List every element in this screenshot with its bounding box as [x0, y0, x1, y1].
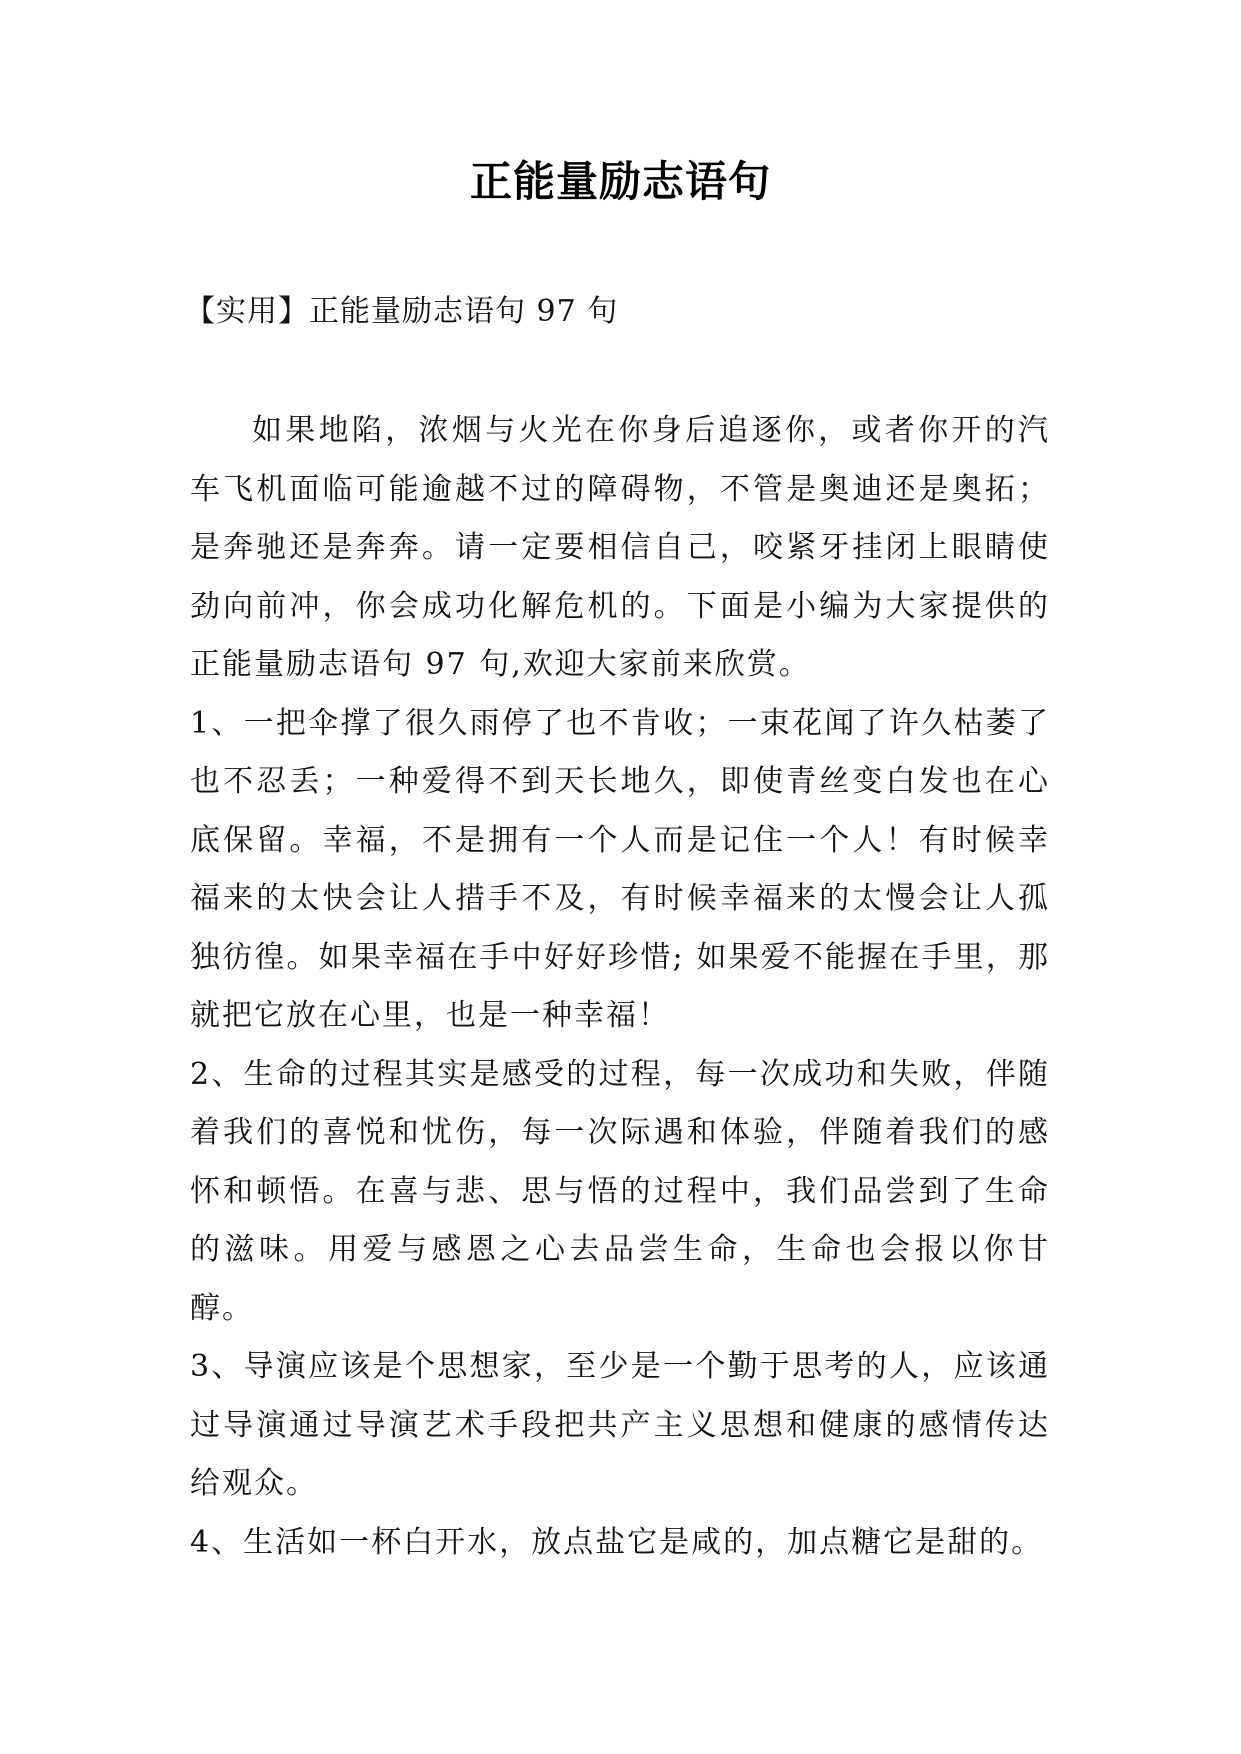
intro-paragraph: 如果地陷，浓烟与火光在你身后追逐你，或者你开的汽车飞机面临可能逾越不过的障碍物，不管是奥迪还是奥拓；是奔驰还是奔奔。请一定要相信自己，咬紧牙挂闭上眼睛使劲向前冲，你会成功化解危机的。下面是小编为大家提供的正能量励志语句 97 句,欢迎大家前来欣赏。 [190, 413, 1050, 682]
document-body [190, 402, 1050, 1572]
list-item: 3、导演应该是个思想家，至少是一个勤于思考的人，应该通过导演通过导演艺术手段把共产主义思想和健康的感情传达给观众。 [190, 1349, 1050, 1501]
list-item: 1、一把伞撑了很久雨停了也不肯收；一束花闻了许久枯萎了也不忍丢；一种爱得不到天长地久，即使青丝变白发也在心底保留。幸福，不是拥有一个人而是记住一个人！有时候幸福来的太快会让人措手不及，有时候幸福来的太慢会让人孤独彷徨。如果幸福在手中好好珍惜; 如果爱不能握在手里，那就把它放在心里，也是一种幸福！ [190, 705, 1050, 1033]
document-title: 正能量励志语句 [469, 157, 771, 206]
list-item: 2、生命的过程其实是感受的过程，每一次成功和失败，伴随着我们的喜悦和忧伤，每一次际遇和体验，伴随着我们的感怀和顿悟。在喜与悲、思与悟的过程中，我们品尝到了生命的滋味。用爱与感恩之心去品尝生命，生命也会报以你甘醇。 [190, 1056, 1050, 1326]
list-item: 4、生活如一杯白开水，放点盐它是咸的，加点糖它是甜的。 [190, 1524, 1044, 1560]
document-subtitle: 【实用】正能量励志语句 97 句 [185, 294, 619, 329]
